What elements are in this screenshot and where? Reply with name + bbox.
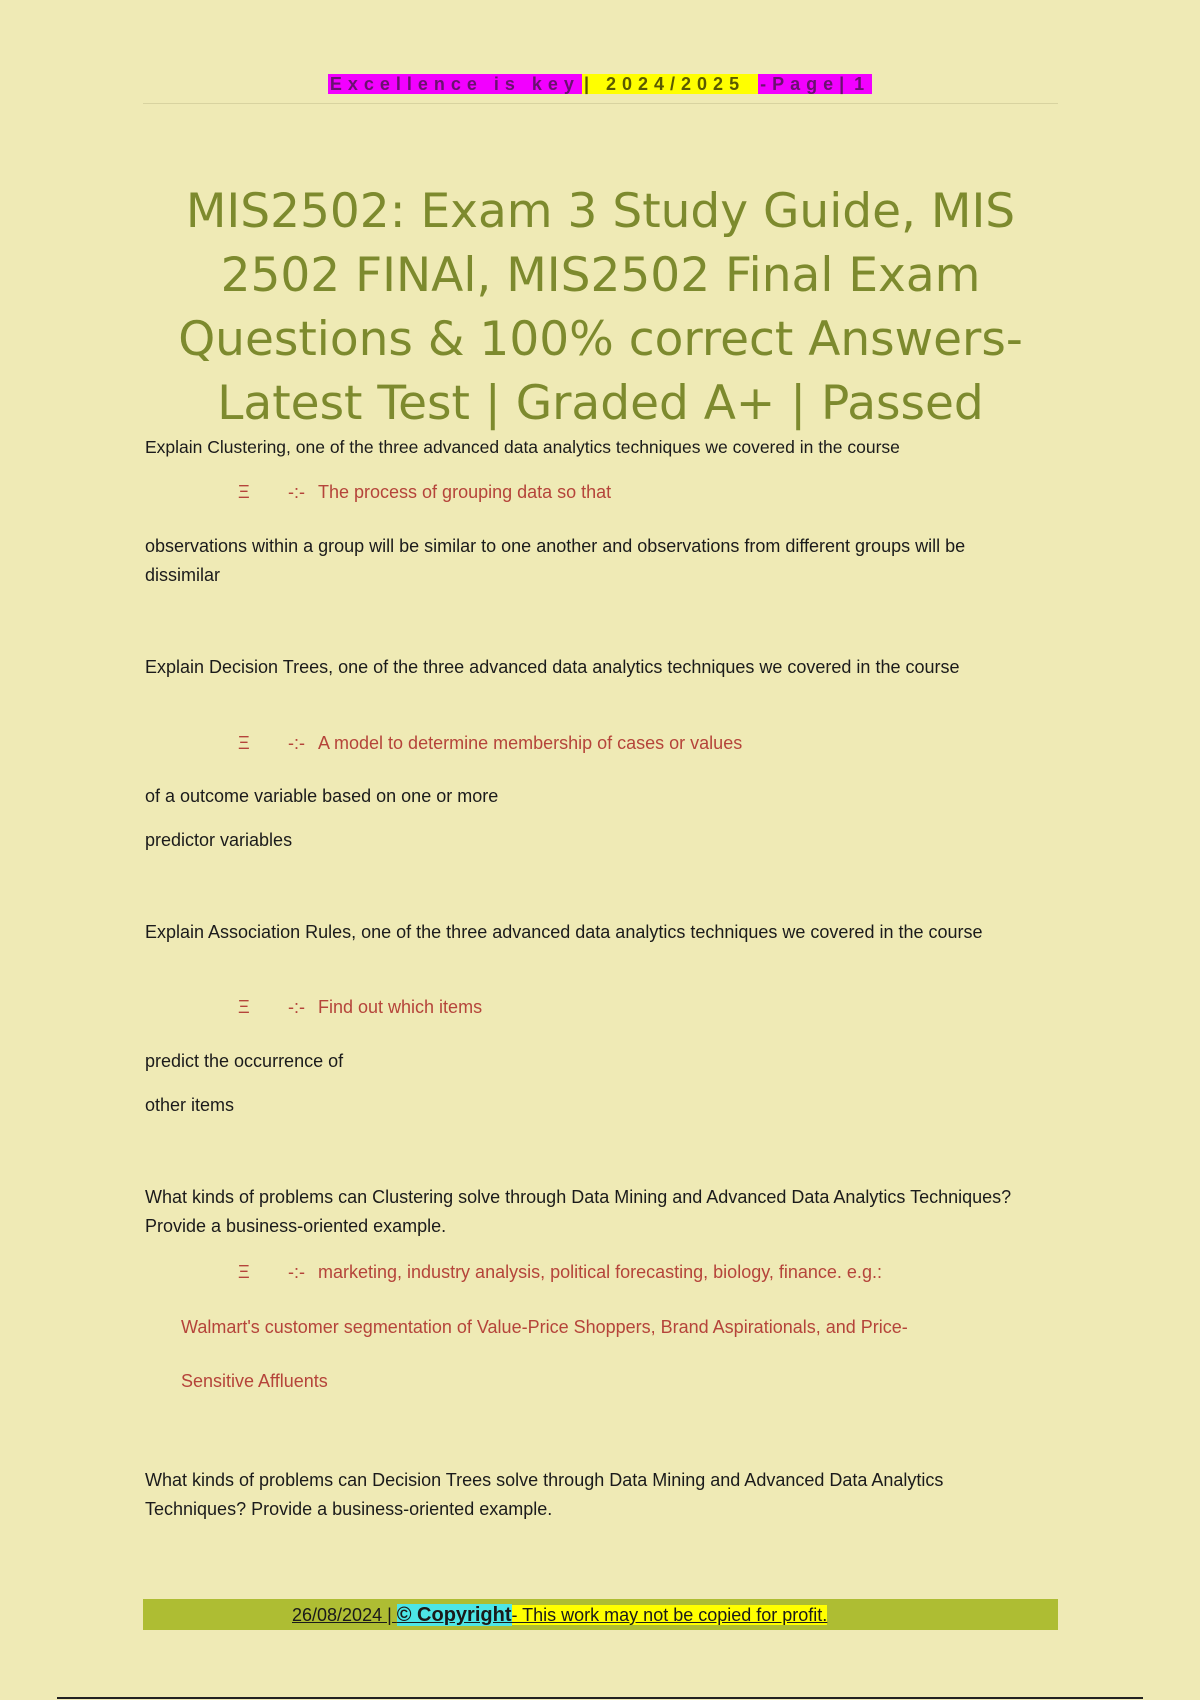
- answer-arrow: -:-: [288, 997, 305, 1017]
- document-title: MIS2502: Exam 3 Study Guide, MIS 2502 FINAl, MIS2502 Final Exam Questions & 100% correct Answers- Latest Test | Graded A+ | Passed: [178, 184, 1023, 431]
- answer-arrow: -:-: [288, 1262, 305, 1282]
- bullet-icon: Ξ: [238, 1262, 250, 1282]
- answer-example: Walmart's customer segmentation of Value-Price Shoppers, Brand Aspirationals, and Price-: [181, 1317, 908, 1337]
- question-3: Explain Association Rules, one of the three advanced data analytics techniques we covered in the course: [145, 922, 983, 942]
- footer-notice: [292, 1602, 827, 1628]
- footer-date: 26/08/2024 |: [292, 1605, 397, 1625]
- question-4: What kinds of problems can Clustering solve through Data Mining and Advanced Data Analytics Techniques? Provide a business-oriented example.: [145, 1187, 1012, 1236]
- page-bottom-rule: [57, 1697, 1143, 1699]
- header-page-number: 1: [854, 74, 871, 94]
- question-1: Explain Clustering, one of the three advanced data analytics techniques we covered in the course: [145, 437, 900, 457]
- answer-continuation: predict the occurrence of: [145, 1051, 344, 1071]
- answer-text: The process of grouping data so that: [318, 482, 612, 502]
- header-divider: [143, 103, 1058, 104]
- answer-text: marketing, industry analysis, political forecasting, biology, finance. e.g.:: [318, 1262, 882, 1282]
- answer-continuation: predictor variables: [145, 830, 293, 850]
- answer-text: Find out which items: [318, 997, 483, 1017]
- answer-arrow: -:-: [288, 733, 305, 753]
- page-header: [0, 72, 1200, 96]
- header-year: | 2024/2025: [583, 74, 757, 94]
- answer-arrow: -:-: [288, 482, 305, 502]
- footer-copyright: © Copyright: [396, 1604, 512, 1626]
- question-5: What kinds of problems can Decision Trees solve through Data Mining and Advanced Data Analytics Techniques? Provide a business-oriented example.: [145, 1470, 944, 1519]
- bullet-icon: Ξ: [238, 733, 250, 753]
- answer-continuation: other items: [145, 1095, 235, 1115]
- answer-continuation: observations within a group will be similar to one another and observations from different groups will be dissimilar: [145, 536, 966, 585]
- footer-disclaimer: - This work may not be copied for profit.: [511, 1605, 828, 1625]
- question-2: Explain Decision Trees, one of the three advanced data analytics techniques we covered in the course: [145, 657, 960, 677]
- header-motto: Excellence is key: [329, 74, 580, 94]
- bullet-icon: Ξ: [238, 997, 250, 1017]
- answer-text: A model to determine membership of cases or values: [318, 733, 743, 753]
- bullet-icon: Ξ: [238, 482, 250, 502]
- answer-continuation: of a outcome variable based on one or more: [145, 786, 499, 806]
- answer-example: Sensitive Affluents: [181, 1371, 328, 1391]
- header-page-label: -Page|: [760, 74, 851, 94]
